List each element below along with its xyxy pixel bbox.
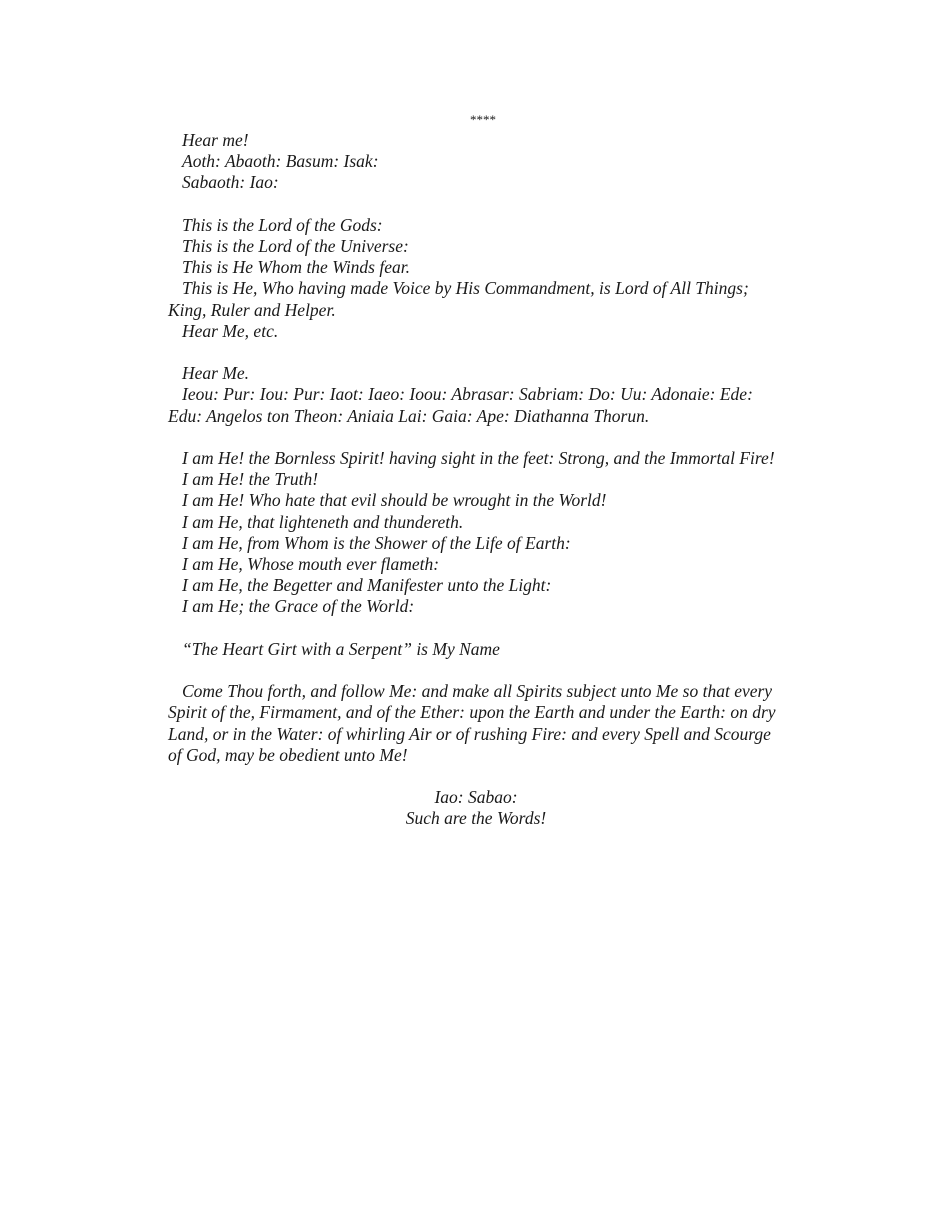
verse-line: Come Thou forth, and follow Me: and make all Spirits subject unto Me so that every Spirit of the, Firmament, and of the Ether: upon the Earth and under the Earth: on dry Land, or in the Water: of whirling Air or of rushing Fire: and every Spell and Scourge of God, may be obedient unto Me!: [168, 681, 776, 765]
document-page: [168, 109, 784, 830]
verse-line: I am He! the Bornless Spirit! having sight in the feet: Strong, and the Immortal Fire!: [182, 448, 775, 468]
verse-line: “The Heart Girt with a Serpent” is My Name: [182, 638, 500, 659]
verse-line: Aoth: Abaoth: Basum: Isak:: [182, 151, 379, 172]
verse-line: I am He! Who hate that evil should be wrought in the World!: [182, 490, 607, 511]
stanza-command: [168, 681, 784, 766]
verse-line: I am He! the Truth!: [182, 469, 319, 490]
stanza-i-am: [168, 448, 784, 618]
closing-line: Such are the Words!: [405, 808, 547, 829]
verse-line: I am He, Whose mouth ever flameth:: [182, 554, 440, 575]
stanza-invocation: [168, 130, 784, 194]
closing-line: Iao: Sabao:: [434, 787, 518, 808]
verse-line: This is the Lord of the Gods:: [182, 214, 383, 235]
section-divider: ****: [470, 112, 496, 127]
verse-line: I am He, the Begetter and Manifester unto the Light:: [182, 575, 552, 596]
verse-line: Hear me!: [182, 130, 249, 150]
verse-line: Ieou: Pur: Iou: Pur: Iaot: Iaeo: Ioou: Abrasar: Sabriam: Do: Uu: Adonaie: Ede: Edu: Angelos ton Theon: Aniaia Lai: Gaia: Ape: Diathanna Thorun.: [168, 384, 753, 426]
verse-line: Hear Me.: [182, 363, 250, 384]
verse-line: This is He Whom the Winds fear.: [182, 257, 410, 278]
verse-line: Sabaoth: Iao:: [182, 172, 279, 193]
verse-line: I am He; the Grace of the World:: [182, 596, 415, 617]
stanza-lord: [168, 215, 784, 342]
verse-line: I am He, from Whom is the Shower of the Life of Earth:: [182, 532, 571, 553]
verse-line: Hear Me, etc.: [182, 320, 279, 341]
verse-line: This is the Lord of the Universe:: [182, 236, 409, 256]
closing-lines: [168, 787, 784, 829]
stanza-names: [168, 363, 784, 427]
stanza-name: [168, 639, 784, 660]
verse-line: I am He, that lighteneth and thundereth.: [182, 511, 464, 532]
verse-line: This is He, Who having made Voice by His Commandment, is Lord of All Things; King, Ruler and Helper.: [168, 278, 749, 320]
